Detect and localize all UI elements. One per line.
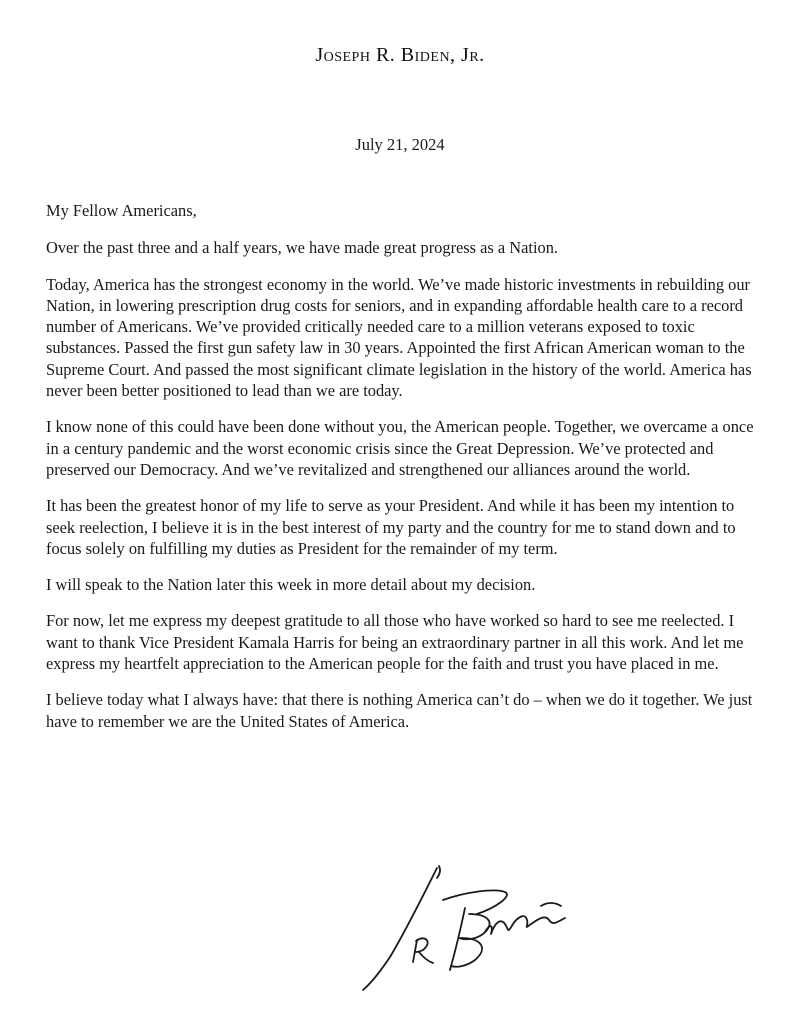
paragraph-5: I will speak to the Nation later this week in more detail about my decision. — [46, 575, 536, 595]
paragraph-7: I believe today what I always have: that there is nothing America can’t do – when we do it together. We just have to remember we are the United States of America. — [46, 690, 753, 731]
letter-body — [46, 200, 758, 747]
letterhead-name: Joseph R. Biden, Jr. — [315, 44, 485, 66]
handwritten-signature — [355, 862, 605, 992]
paragraph-1: Over the past three and a half years, we have made great progress as a Nation. — [46, 238, 558, 258]
paragraph-6: For now, let me express my deepest gratitude to all those who have worked so hard to see me reelected. I want to thank Vice President Kamala Harris for being an extraordinary partner in all this work. And let me express my heartfelt appreciation to the American people for the faith and trust you have placed in me. — [46, 611, 744, 674]
paragraph-3: I know none of this could have been done without you, the American people. Together, we overcame a once in a century pandemic and the worst economic crisis since the Great Depression. We’ve protected and preserved our Democracy. And we’ve revitalized and strengthened our alliances around the world. — [46, 417, 754, 479]
salutation: My Fellow Americans, — [46, 201, 197, 220]
letter-date: July 21, 2024 — [355, 135, 445, 154]
paragraph-2: Today, America has the strongest economy in the world. We’ve made historic investments in rebuilding our Nation, in lowering prescription drug costs for seniors, and in expanding affordable health care to a record number of Americans. We’ve provided critically needed care to a million veterans exposed to toxic substances. Passed the first gun safety law in 30 years. Appointed the first African American woman to the Supreme Court. And passed the most significant climate legislation in the history of the world. America has never been better positioned to lead than we are today. — [46, 274, 752, 401]
paragraph-4: It has been the greatest honor of my life to serve as your President. And while it has been my intention to seek reelection, I believe it is in the best interest of my party and the country for me to stand down and to focus solely on fulfilling my duties as President for the remainder of my term. — [46, 496, 736, 558]
